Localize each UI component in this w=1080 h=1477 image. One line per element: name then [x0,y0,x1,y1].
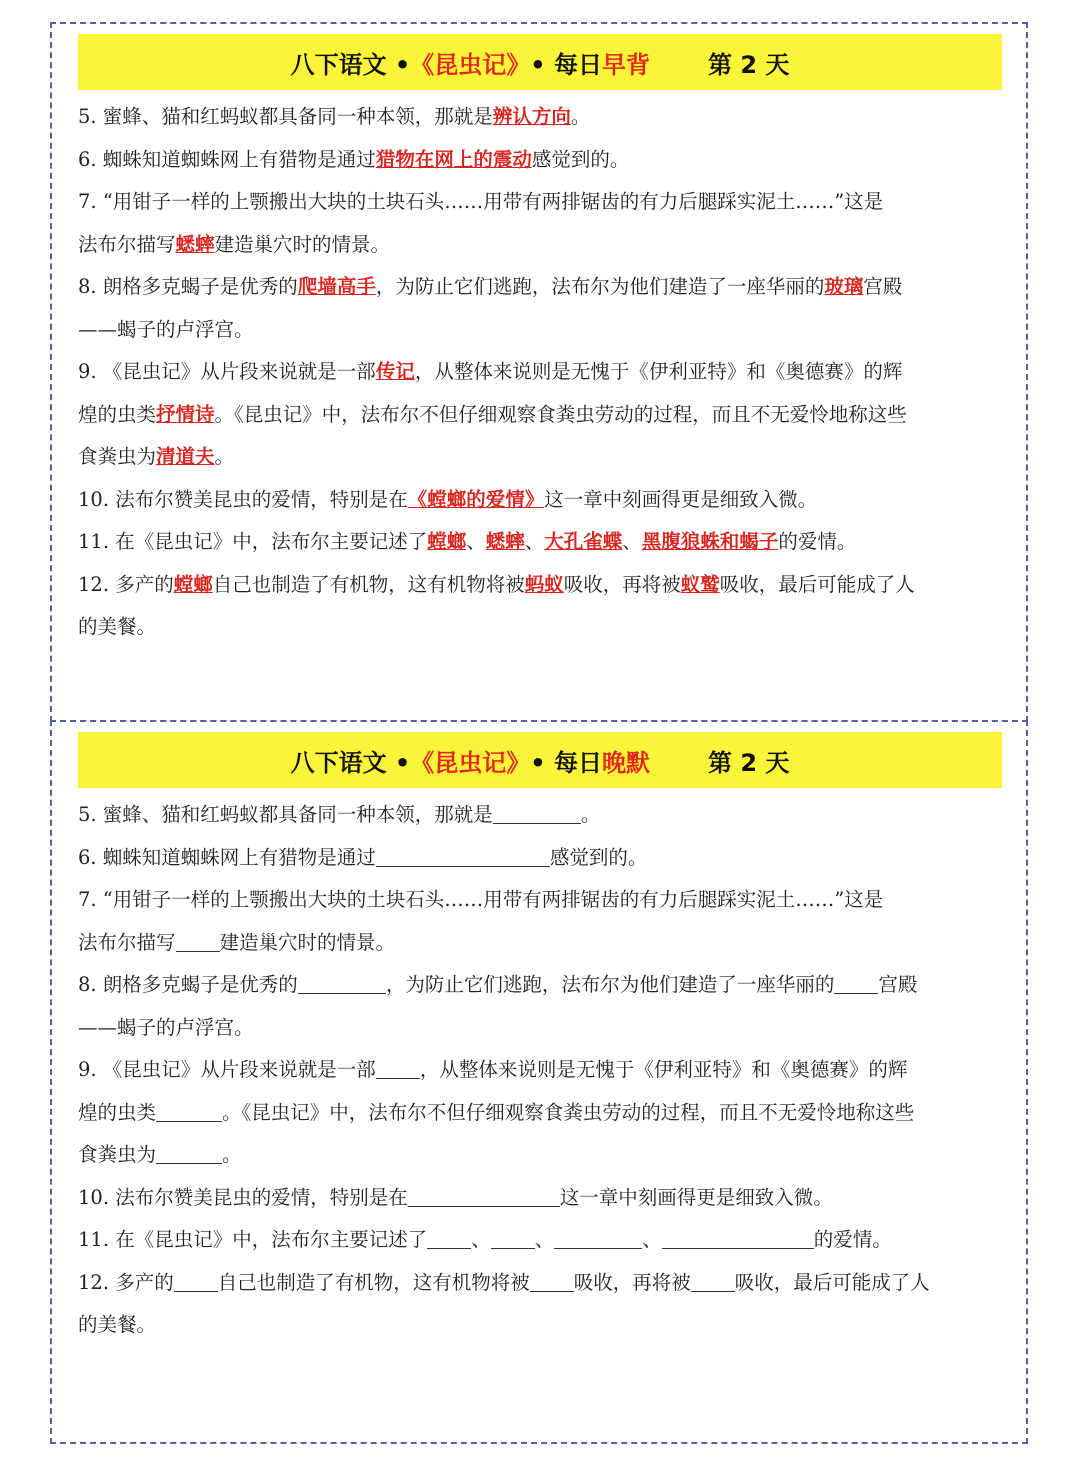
answer: 传记 [375,360,415,383]
answer-blank[interactable] [156,1144,222,1165]
answer-blank[interactable] [691,1271,735,1292]
title-mode: 晚默 [601,748,650,777]
question-text: 11. 在《昆虫记》中，法布尔主要记述了 [78,530,428,553]
book-title: 《昆虫记》 [410,50,531,79]
answer: 大孔雀蝶 [544,530,623,553]
question-12-line-1 [78,564,1002,607]
separator: 、 [642,1228,662,1251]
question-text: 5. 蜜蜂、猫和红蚂蚁都具备同一种本领，那就是 [78,105,493,128]
question-9-line-2 [78,1092,1002,1135]
question-text: 9. 《昆虫记》从片段来说就是一部 [78,1058,376,1081]
morning-recite-panel [50,22,1028,722]
question-text: ，为防止它们逃跑，法布尔为他们建造了一座华丽的 [385,973,835,996]
answer-blank[interactable] [298,974,386,995]
question-8-line-1 [78,964,1002,1007]
question-text: 建造巢穴时的情景。 [214,232,391,256]
title-prefix: 八下语文 • [290,50,411,79]
question-text: ，从整体来说则是无愧于《伊利亚特》和《奥德赛》的辉 [419,1058,908,1081]
question-text: 建造巢穴时的情景。 [219,930,396,954]
question-text: ，从整体来说则是无愧于《伊利亚特》和《奥德赛》的辉 [414,360,903,383]
question-7-line-2 [78,224,1002,267]
answer: 螳螂 [427,530,467,553]
question-text: 吸收，再将被 [563,572,681,596]
question-12-line-2 [78,606,1002,649]
answer: 猎物在网上的震动 [375,147,532,171]
answer: 辨认方向 [492,105,571,128]
question-5 [78,794,1002,837]
question-text: 。 [570,105,591,128]
answer-blank[interactable] [156,1101,222,1122]
answer-blank[interactable] [662,1229,814,1250]
evening-dictation-panel [50,720,1028,1444]
question-text: 。 [214,445,235,468]
question-7-line-1 [78,879,1002,922]
answer: 爬墙高手 [297,275,376,298]
question-12-line-2 [78,1304,1002,1347]
question-text: 这一章中刻画得更是细致入微。 [559,1185,833,1209]
question-text: 法布尔描写 [78,232,176,256]
question-8-line-2 [78,309,1002,352]
day-label: 第 2 天 [707,748,790,777]
question-text: 吸收，最后可能成了人 [719,572,915,596]
answer: 蟋蟀 [175,232,215,256]
answer-blank[interactable] [554,1229,642,1250]
question-text: 9. 《昆虫记》从片段来说就是一部 [78,360,376,383]
question-text: ，为防止它们逃跑，法布尔为他们建造了一座华丽的 [375,275,825,298]
answer-blank[interactable] [376,1059,420,1080]
evening-title-banner [78,732,1002,788]
question-9-line-1 [78,351,1002,394]
answer-blank[interactable] [491,1229,535,1250]
question-text: ——蝎子的卢浮宫。 [78,317,254,341]
question-text: 自己也制造了有机物，这有机物将被 [217,1270,530,1294]
question-text: 宫殿 [863,275,903,298]
question-text: 。 [222,1143,242,1166]
answer-blank[interactable] [493,804,581,825]
separator: 、 [524,530,545,553]
question-9-line-3 [78,436,1002,479]
question-6 [78,139,1002,182]
day-label: 第 2 天 [707,50,790,79]
answer: 蟋蟀 [485,530,525,553]
question-6 [78,837,1002,880]
answer: 玻璃 [824,275,864,298]
question-7-line-1 [78,181,1002,224]
question-text: 8. 朗格多克蝎子是优秀的 [78,973,298,996]
question-12-line-1 [78,1262,1002,1305]
question-text: 5. 蜜蜂、猫和红蚂蚁都具备同一种本领，那就是 [78,803,493,826]
question-text: 食粪虫为 [78,445,157,468]
question-text: 7. “用钳子一样的上颚搬出大块的土块石头……用带有两排锯齿的有力后腿踩实泥土……”这是 [78,190,884,213]
question-text: 的爱情。 [778,530,857,553]
question-text: 法布尔描写 [78,930,176,954]
separator: 、 [534,1228,555,1251]
question-text: 6. 蜘蛛知道蜘蛛网上有猎物是通过 [78,147,376,171]
question-text: 的美餐。 [78,615,157,638]
question-text: 煌的虫类 [78,1100,157,1124]
question-text: 食粪虫为 [78,1143,157,1166]
question-9-line-1 [78,1049,1002,1092]
question-text: 的美餐。 [78,1313,157,1336]
question-text: 11. 在《昆虫记》中，法布尔主要记述了 [78,1228,428,1251]
title-mid: • 每日 [530,50,602,79]
question-text: 自己也制造了有机物，这有机物将被 [212,572,525,596]
question-text: 感觉到的。 [531,147,630,171]
answer: 清道夫 [156,445,215,468]
evening-question-list [78,794,1002,1347]
question-10 [78,479,1002,522]
question-text: 的爱情。 [813,1228,892,1251]
question-text: 7. “用钳子一样的上颚搬出大块的土块石头……用带有两排锯齿的有力后腿踩实泥土……”这是 [78,888,884,911]
question-text: 10. 法布尔赞美昆虫的爱情，特别是在 [78,1185,408,1209]
question-text: 6. 蜘蛛知道蜘蛛网上有猎物是通过 [78,845,376,869]
answer: 《螳螂的爱情》 [407,487,545,511]
title-mid: • 每日 [530,748,602,777]
question-text: 10. 法布尔赞美昆虫的爱情，特别是在 [78,487,408,511]
answer: 蚂蚁 [524,572,564,596]
answer-blank[interactable] [174,1271,218,1292]
question-text: 煌的虫类 [78,402,157,426]
question-text: 12. 多产的 [78,1270,174,1294]
question-9-line-3 [78,1134,1002,1177]
question-8-line-1 [78,266,1002,309]
answer-blank[interactable] [408,1186,560,1207]
question-7-line-2 [78,922,1002,965]
answer-blank[interactable] [427,1229,471,1250]
answer-blank[interactable] [834,974,878,995]
answer: 螳螂 [173,572,213,596]
question-10 [78,1177,1002,1220]
morning-question-list [78,96,1002,649]
answer-blank[interactable] [376,846,550,867]
question-text: 吸收，再将被 [573,1270,691,1294]
answer: 黑腹狼蛛和蝎子 [641,530,779,553]
question-text: 宫殿 [878,973,918,996]
book-title: 《昆虫记》 [410,748,531,777]
answer-blank[interactable] [530,1271,574,1292]
question-text: ——蝎子的卢浮宫。 [78,1015,254,1039]
separator: 、 [471,1228,491,1251]
answer: 蚁鹫 [680,572,720,596]
question-text: 。《昆虫记》中，法布尔不但仔细观察食粪虫劳动的过程，而且不无爱怜地称这些 [214,402,907,426]
question-text: 。《昆虫记》中，法布尔不但仔细观察食粪虫劳动的过程，而且不无爱怜地称这些 [222,1100,915,1124]
title-prefix: 八下语文 • [290,748,411,777]
question-9-line-2 [78,394,1002,437]
question-text: 感觉到的。 [549,845,648,869]
question-5 [78,96,1002,139]
answer-blank[interactable] [176,931,220,952]
question-text: 。 [580,803,601,826]
question-text: 吸收，最后可能成了人 [734,1270,930,1294]
question-11 [78,521,1002,564]
separator: 、 [622,530,642,553]
separator: 、 [466,530,486,553]
question-text: 8. 朗格多克蝎子是优秀的 [78,275,298,298]
answer: 抒情诗 [156,402,215,426]
question-text: 12. 多产的 [78,572,174,596]
question-11 [78,1219,1002,1262]
question-8-line-2 [78,1007,1002,1050]
morning-title-banner [78,34,1002,90]
title-mode: 早背 [601,50,650,79]
question-text: 这一章中刻画得更是细致入微。 [544,487,818,511]
